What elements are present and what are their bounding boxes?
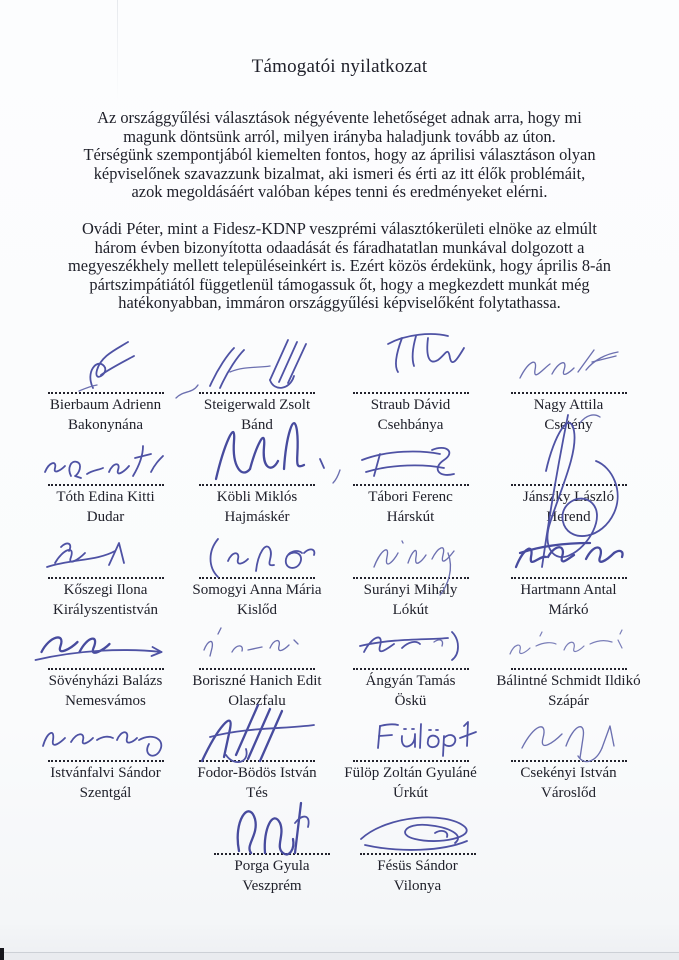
signature-area: [345, 797, 490, 853]
signer-name: Fülöp Zoltán Gyuláné: [344, 765, 477, 781]
text-line: magunk döntsünk arról, milyen irányba haladjunk tovább az úton.: [123, 126, 556, 146]
signature-istvanfalvi-sandor: [31, 696, 181, 766]
text-line: azok megoldásáért valóban képes tenni és eredményeket elérni.: [131, 182, 548, 202]
signature-area: [181, 428, 333, 484]
signature-porga-gyula: [197, 775, 347, 865]
signature-boriszne-hanich-edit: [182, 604, 332, 674]
signature-tabori-ferenc: [336, 420, 486, 490]
signer-town: Hárskút: [386, 508, 435, 525]
signature-block: [333, 612, 488, 708]
signer-town: Városlőd: [541, 784, 596, 801]
signature-area: [181, 521, 333, 577]
signer-town: Szentgál: [79, 784, 132, 801]
signature-straub-david: [336, 328, 486, 398]
signature-block: [182, 797, 362, 896]
signer-name: Hartmann Antal: [520, 582, 617, 598]
signature-block: [181, 521, 333, 617]
candidate-paragraph: [0, 220, 679, 313]
signature-csekenyi-istvan: [494, 696, 644, 766]
signer-town: Királyszentistván: [53, 601, 158, 618]
signature-block: [30, 612, 181, 708]
signature-somogyi-anna-maria: [182, 513, 332, 583]
signer-town: Hajmáskér: [224, 508, 290, 525]
signer-town: Öskü: [394, 692, 427, 709]
intro-paragraph: [0, 109, 679, 202]
scan-crease: [117, 0, 118, 100]
signer-town: Dudar: [86, 508, 125, 525]
signature-area: [30, 336, 181, 392]
text-line: Ovádi Péter, mint a Fidesz-KDNP veszprémi választókerületi elnöke az elmúlt: [82, 219, 597, 238]
signer-town: Lókút: [392, 601, 429, 618]
signer-name: Nagy Attila: [533, 397, 604, 413]
signature-block: [333, 336, 488, 432]
signer-name: Boriszné Hanich Edit: [192, 673, 322, 689]
signature-area: [333, 336, 488, 392]
signer-name: Steigerwald Zsolt: [203, 397, 311, 413]
text-line: Az országgyűlési választások négyévente lehetőséget adnak arra, hogy mi: [97, 108, 582, 127]
text-line: három évben bizonyította odaadását és fáradhatatlan munkával dolgozott a: [94, 237, 585, 257]
signature-row: [30, 428, 649, 524]
signer-name: Bierbaum Adrienn: [49, 397, 162, 413]
signer-name: Csekényi István: [520, 765, 617, 781]
signer-town: Nemesvámos: [65, 692, 146, 709]
signature-suranyi-mihaly: [336, 513, 486, 583]
signature-block: [30, 521, 181, 617]
signature-bierbaum-adrienn: [31, 328, 181, 398]
signature-fodor-bodos-istvan: [182, 687, 332, 772]
signer-name: Straub Dávid: [370, 397, 451, 413]
signature-koszegi-ilona: [31, 513, 181, 583]
signature-area: [488, 428, 649, 484]
document-title: Támogatói nyilatkozat: [251, 56, 428, 77]
signature-area: [30, 704, 181, 760]
signature-balintne-schmidt-ildiko: [494, 604, 644, 674]
signature-block: [30, 336, 181, 432]
signer-name: Bálintné Schmidt Ildikó: [496, 673, 641, 689]
signature-row: [30, 612, 649, 708]
signer-name: Ángyán Tamás: [365, 673, 456, 689]
signer-name: Jánszky László: [522, 489, 615, 505]
signature-angyan-tamas: [336, 604, 486, 674]
signature-nagy-attila: [494, 328, 644, 398]
signature-area: [181, 704, 333, 760]
signer-town: Veszprém: [242, 877, 302, 894]
signer-town: Bakonynána: [68, 416, 143, 433]
text-line: hatékonyabban, immáron országgyűlési képviselőként folytathassa.: [118, 293, 561, 313]
signer-town: Olaszfalu: [228, 692, 286, 709]
signature-area: [333, 428, 488, 484]
signer-town: Bánd: [241, 416, 273, 433]
signature-fesus-sandor: [343, 789, 493, 859]
signature-area: [488, 704, 649, 760]
signature-area: [488, 612, 649, 668]
signature-toth-edina-kitti: [31, 420, 181, 490]
signature-block: [30, 704, 181, 800]
signature-block: [30, 428, 181, 524]
signer-name: Somogyi Anna Mária: [192, 582, 322, 598]
text-line: pártszimpátiától függetlenül támogassuk őt, hogy a megkezdett munkát még: [89, 274, 590, 294]
signer-name: Tábori Ferenc: [368, 489, 453, 505]
text-line: Térségünk szempontjából kiemelten fontos, hogy az áprilisi választáson olyan: [83, 145, 596, 165]
scan-artifact: [0, 948, 4, 960]
signer-name: Fésüs Sándor: [377, 858, 458, 874]
signer-name: Porga Gyula: [234, 858, 310, 874]
signer-name: Tóth Edina Kitti: [56, 489, 155, 505]
signature-area: [30, 428, 181, 484]
signature-row: [0, 797, 679, 893]
signer-name: Köbli Miklós: [216, 489, 298, 505]
signer-town: Csehbánya: [377, 416, 444, 433]
signature-area: [488, 521, 649, 577]
signer-town: Tés: [246, 784, 268, 801]
signature-block: [488, 704, 649, 800]
signer-name: Kőszegi Ilona: [63, 582, 148, 598]
signature-area: [30, 612, 181, 668]
signature-area: [333, 612, 488, 668]
signer-name: Istvánfalvi Sándor: [50, 765, 161, 781]
signature-block: [181, 428, 333, 524]
signature-area: [488, 336, 649, 392]
signature-fulop-zoltan-gyulane: [336, 696, 486, 766]
signature-kobli-miklos: [182, 375, 332, 490]
signer-name: Sövényházi Balázs: [48, 673, 163, 689]
text-line: megyeszékhely mellett településeinkért is. Ezért közös érdekünk, hogy április 8-án: [68, 256, 611, 276]
signature-block: [333, 704, 488, 800]
signature-area: [182, 797, 362, 853]
signature-block: [488, 521, 649, 617]
signer-town: Vilonya: [393, 877, 442, 894]
signature-block: [488, 612, 649, 708]
signer-town: Márkó: [548, 601, 589, 618]
signer-town: Kislőd: [236, 601, 277, 618]
text-line: képviselőnek szavazzunk bizalmat, aki ismeri és érti az itt élők problémáit,: [93, 163, 586, 183]
signature-row: [30, 521, 649, 617]
signer-name: Fodor-Bödös István: [197, 765, 317, 781]
signature-block: [345, 797, 490, 896]
signer-town: Úrkút: [393, 784, 428, 801]
signature-hartmann-antal: [494, 513, 644, 583]
signature-area: [30, 521, 181, 577]
signer-town: Csetény: [544, 416, 593, 433]
signer-town: Szápár: [548, 692, 589, 709]
scan-edge: [0, 952, 679, 960]
signature-area: [333, 521, 488, 577]
signature-area: [333, 704, 488, 760]
signature-block: [333, 428, 488, 524]
signature-block: [333, 521, 488, 617]
signature-block: [488, 428, 649, 524]
signer-town: Herend: [546, 508, 591, 525]
signature-sovenyhazi-balazs: [23, 604, 188, 674]
signer-name: Surányi Mihály: [363, 582, 458, 598]
signature-area: [181, 612, 333, 668]
